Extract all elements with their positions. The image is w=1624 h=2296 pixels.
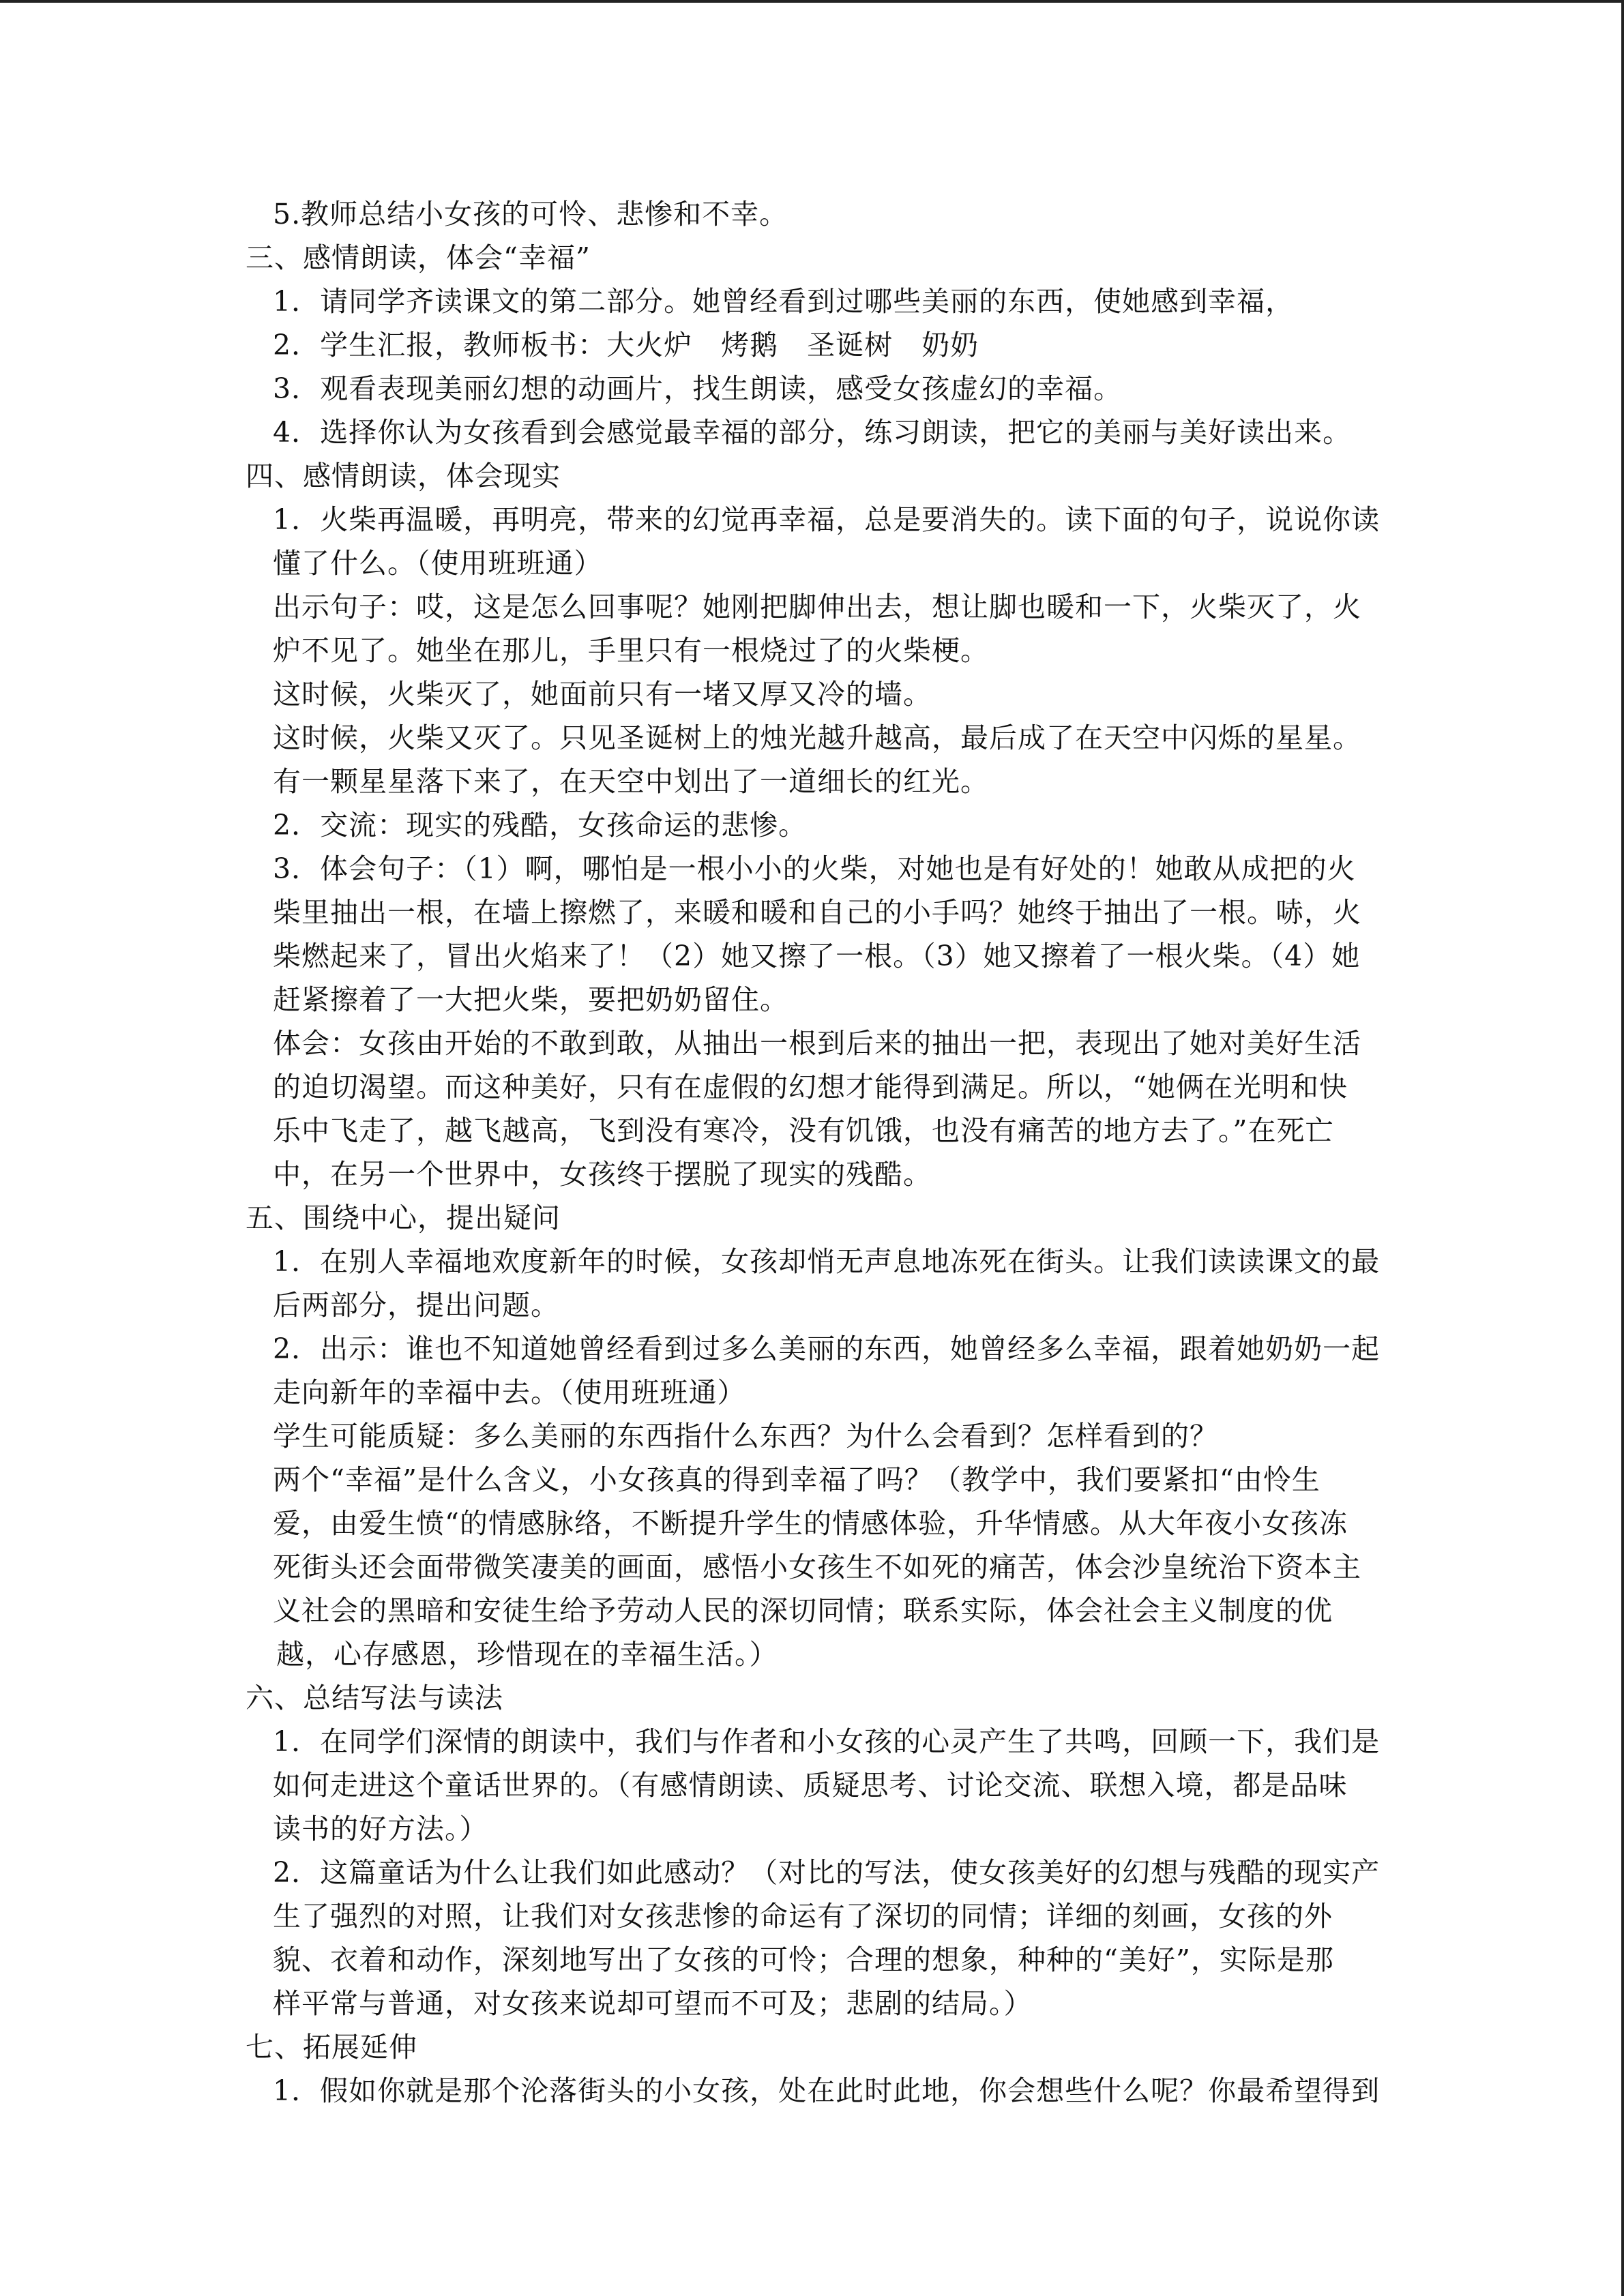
text-line: 柴燃起来了，冒出火焰来了！（2）她又擦了一根。（3）她又擦着了一根火柴。（4）她 <box>273 940 1361 972</box>
text-line: 学生可能质疑：多么美丽的东西指什么东西？为什么会看到？怎样看到的？ <box>273 1420 1218 1452</box>
text-line: 赶紧擦着了一大把火柴，要把奶奶留住。 <box>273 983 788 1016</box>
text-line: 5.教师总结小女孩的可怜、悲惨和不幸。 <box>273 198 788 230</box>
section-heading: 四、感情朗读，体会现实 <box>246 460 561 492</box>
text-line: 两个“幸福”是什么含义，小女孩真的得到幸福了吗？（教学中，我们要紧扣“由怜生 <box>273 1463 1320 1496</box>
text-line: 炉不见了。她坐在那儿，手里只有一根烧过了的火柴梗。 <box>273 634 989 667</box>
text-line: 1．请同学齐读课文的第二部分。她曾经看到过哪些美丽的东西，使她感到幸福， <box>273 285 1295 318</box>
text-line: 越，心存感恩，珍惜现在的幸福生活。） <box>276 1638 778 1671</box>
text-line: 样平常与普通，对女孩来说却可望而不可及；悲剧的结局。） <box>273 1987 1033 2020</box>
section-heading: 六、总结写法与读法 <box>246 1682 503 1714</box>
text-line: 1．在别人幸福地欢度新年的时候，女孩却悄无声息地冻死在街头。让我们读读课文的最 <box>273 1245 1381 1278</box>
text-line: 有一颗星星落下来了，在天空中划出了一道细长的红光。 <box>273 765 989 798</box>
text-line: 懂了什么。（使用班班通） <box>273 547 603 580</box>
text-line: 2．出示：谁也不知道她曾经看到过多么美丽的东西，她曾经多么幸福，跟着她奶奶一起 <box>273 1332 1381 1365</box>
text-line: 如何走进这个童话世界的。（有感情朗读、质疑思考、讨论交流、联想入境，都是品味 <box>273 1769 1348 1802</box>
text-line: 死街头还会面带微笑凄美的画面，感悟小女孩生不如死的痛苦，体会沙皇统治下资本主 <box>273 1551 1361 1583</box>
text-line: 这时候，火柴又灭了。只见圣诞树上的烛光越升越高，最后成了在天空中闪烁的星星。 <box>273 721 1361 754</box>
text-line: 2．学生汇报，教师板书：大火炉 烤鹅 圣诞树 奶奶 <box>273 329 979 361</box>
document-body <box>246 192 1381 2113</box>
text-line: 这时候，火柴灭了，她面前只有一堵又厚又冷的墙。 <box>273 678 932 711</box>
text-line: 4．选择你认为女孩看到会感觉最幸福的部分，练习朗读，把它的美丽与美好读出来。 <box>273 416 1352 449</box>
section-heading: 五、围绕中心，提出疑问 <box>246 1202 561 1234</box>
text-line: 1．火柴再温暖，再明亮，带来的幻觉再幸福，总是要消失的。读下面的句子，说说你读 <box>273 503 1381 536</box>
text-line: 1．在同学们深情的朗读中，我们与作者和小女孩的心灵产生了共鸣，回顾一下，我们是 <box>273 1725 1381 1758</box>
page-border-right <box>1621 0 1624 2296</box>
text-line: 走向新年的幸福中去。（使用班班通） <box>273 1376 746 1409</box>
text-line: 柴里抽出一根，在墙上擦燃了，来暖和暖和自己的小手吗？她终于抽出了一根。哧，火 <box>273 896 1361 929</box>
page-border-top <box>0 0 1624 3</box>
text-line: 1．假如你就是那个沦落街头的小女孩，处在此时此地，你会想些什么呢？你最希望得到 <box>273 2074 1381 2107</box>
text-line: 生了强烈的对照，让我们对女孩悲惨的命运有了深切的同情；详细的刻画，女孩的外 <box>273 1900 1333 1933</box>
text-line: 2．这篇童话为什么让我们如此感动？（对比的写法，使女孩美好的幻想与残酷的现实产 <box>273 1856 1381 1889</box>
section-heading: 七、拓展延伸 <box>246 2031 417 2063</box>
section-heading: 三、感情朗读，体会“幸福” <box>246 241 591 274</box>
text-line: 3．观看表现美丽幻想的动画片，找生朗读，感受女孩虚幻的幸福。 <box>273 372 1123 405</box>
text-line: 乐中飞走了，越飞越高，飞到没有寒冷，没有饥饿，也没有痛苦的地方去了。”在死亡 <box>273 1114 1334 1147</box>
text-line: 体会：女孩由开始的不敢到敢，从抽出一根到后来的抽出一把，表现出了她对美好生活 <box>273 1027 1361 1060</box>
text-line: 读书的好方法。） <box>273 1813 488 1845</box>
text-line: 后两部分，提出问题。 <box>273 1289 559 1322</box>
text-line: 2．交流：现实的残酷，女孩命运的悲惨。 <box>273 809 808 841</box>
text-line: 3．体会句子：（1）啊，哪怕是一根小小的火柴，对她也是有好处的！她敢从成把的火 <box>273 852 1356 885</box>
text-line: 爱，由爱生愤“的情感脉络，不断提升学生的情感体验，升华情感。从大年夜小女孩冻 <box>273 1507 1348 1540</box>
text-line: 出示句子：哎，这是怎么回事呢？她刚把脚伸出去，想让脚也暖和一下，火柴灭了，火 <box>273 591 1361 623</box>
text-line: 义社会的黑暗和安徒生给予劳动人民的深切同情；联系实际，体会社会主义制度的优 <box>273 1594 1333 1627</box>
text-line: 中，在另一个世界中，女孩终于摆脱了现实的残酷。 <box>273 1158 932 1191</box>
text-line: 貌、衣着和动作，深刻地写出了女孩的可怜；合理的想象，种种的“美好”，实际是那 <box>273 1943 1334 1976</box>
text-line: 的迫切渴望。而这种美好，只有在虚假的幻想才能得到满足。所以，“她俩在光明和快 <box>273 1071 1348 1103</box>
